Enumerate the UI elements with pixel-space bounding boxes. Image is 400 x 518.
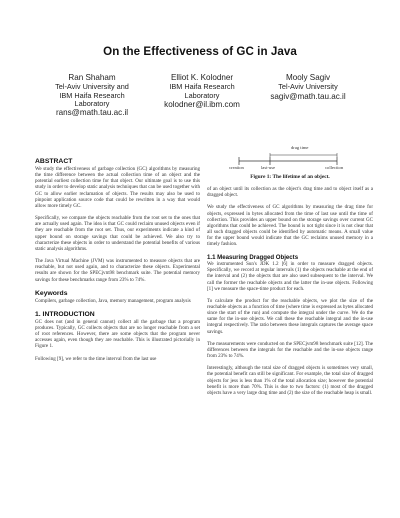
- author-email: kolodner@il.ibm.com: [164, 99, 240, 109]
- author-block: [146, 74, 258, 109]
- author-affiliation: Laboratory: [74, 98, 110, 108]
- body-paragraph: We instrumented Sun's JDK 1.2 [6] in order to measure dragged objects. Specifically, we record at regular intervals (1) the objects reachable at the end of the interval and (2) the objects that are also used subsequent to the interval. We call the former the reachable objects and the latter the in-use objects. Following [1] we measure the space-time product for each.: [207, 261, 373, 292]
- body-paragraph: Interestingly, although the total size of dragged objects is sometimes very small, the potential benefit can still be significant. For example, the total size of dragged objects for jess is less than 1% of the total allocation size; however the potential benefit is more than 70%. This is due to two factors: (1) most of the dragged objects have a very large drag time and (2) the size of the reachable heap is small.: [207, 365, 373, 396]
- keywords-heading: Keywords: [35, 289, 68, 297]
- drag-time-label: drag time: [291, 145, 309, 150]
- author-name: Mooly Sagiv: [285, 73, 331, 82]
- author-affiliation: IBM Haifa Research: [59, 90, 125, 100]
- left-column: [35, 158, 200, 362]
- last-use-label: last-use: [261, 165, 276, 170]
- author-affiliation: Tel-Aviv University: [278, 82, 338, 92]
- author-email: rans@math.tau.ac.il: [55, 108, 129, 118]
- creation-label: creation: [229, 165, 244, 170]
- author-affiliation: IBM Haifa Research: [169, 82, 235, 92]
- author-block: [38, 74, 146, 117]
- body-paragraph: The measurements were conducted on the SPECjvm98 benchmark suite [12]. The differences between the integrals for the reachable and the in-use objects range from 23% to 74%.: [207, 340, 373, 360]
- subsection-heading: 1.1 Measuring Dragged Objects: [207, 253, 299, 261]
- body-paragraph: We study the effectiveness of GC algorithms by measuring the drag time for objects, expressed in bytes allocated from the time of last use until the time of collection. This provides an upper bound on the storage savings over current GC algorithms that could be achieved. The bound is not tight since it is not clear that all such dragged objects could be identified by automatic means. A small value for the upper bound would indicate that the GC reclaims unused memory in a timely fashion.: [207, 204, 373, 248]
- introduction-heading: 1. INTRODUCTION: [35, 310, 95, 318]
- figure-caption: Figure 1: The lifetime of an object.: [250, 174, 330, 180]
- author-name: Elliot K. Kolodner: [170, 73, 234, 82]
- author-email: sagiv@math.tau.ac.il: [270, 91, 346, 101]
- author-affiliation: Laboratory: [184, 90, 220, 100]
- introduction-paragraph: GC does not (and in general cannot) collect all the garbage that a program produces. Typically, GC collects objects that are no longer reachable from a set of root references. However, there are some objects that the program never accesses again, even though they are reachable. This is illustrated pictorially in Figure 1.: [35, 318, 200, 350]
- abstract-paragraph: Specifically, we compare the objects reachable from the root set to the ones that are actually used again. The idea is that GC could reclaim unused objects even if they are reachable from the root set. Thus, our experiments indicate a kind of upper bound on storage savings that could be achieved. We also try to characterize these objects in order to understand the potential benefits of various static analysis algorithms.: [35, 215, 200, 252]
- introduction-paragraph: Following [9], we refer to the time interval from the last use: [35, 355, 157, 362]
- collection-label: collection: [325, 165, 344, 170]
- author-name: Ran Shaham: [68, 73, 116, 82]
- author-block: [258, 74, 358, 101]
- body-paragraph: To calculate the product for the reachable objects, we plot the size of the reachable objects as a function of time (where time is expressed as bytes allocated since the start of the run) and compute the integral under the curve. We do the same for the in-use objects. We call these the reachable integral and the in-use integral respectively. The ratio between these integrals captures the average space savings.: [207, 297, 373, 335]
- abstract-paragraph: The Java Virtual Machine (JVM) was instrumented to measure objects that are reachable, but not used again, and to characterize these objects. Experimental results are shown for the SPECjvm98 benchmark suite. The potential memory savings for these benchmarks range from 23% to 74%.: [35, 258, 200, 283]
- author-affiliation: Tel-Aviv University and: [55, 82, 129, 92]
- figure-lifetime: [207, 140, 373, 172]
- abstract-heading: ABSTRACT: [35, 158, 73, 165]
- abstract-paragraph: We study the effectiveness of garbage collection (GC) algorithms by measuring the time difference between the actual collection time of an object and the potential earliest collection time for that object. Our ultimate goal is to use this study in order to develop static analysis techniques that can be used together with GC to allow earlier reclamation of objects. The results may also be used to pinpoint application source code that could be rewritten in a way that would allow more timely GC.: [35, 166, 200, 209]
- paper-title: On the Effectiveness of GC in Java: [103, 45, 297, 58]
- body-paragraph: of an object until its collection as the object's drag time and to object itself as a dragged object.: [207, 186, 373, 199]
- right-column: [207, 140, 373, 396]
- keywords-text: Compilers, garbage collection, Java, memory management, program analysis: [35, 297, 191, 304]
